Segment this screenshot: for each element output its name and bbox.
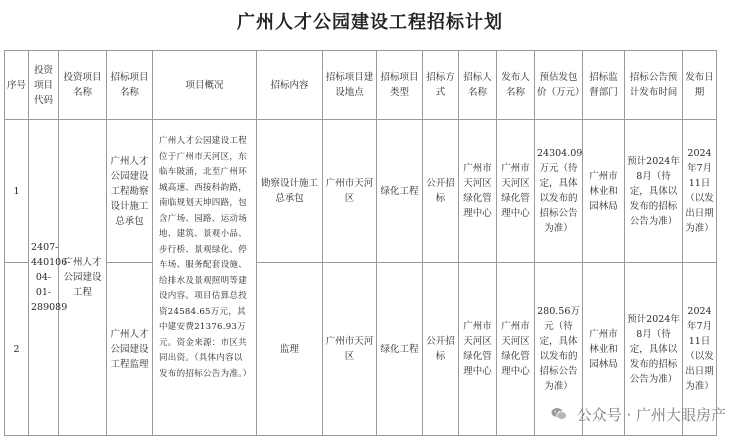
header-cell: 发布日期 xyxy=(683,51,717,120)
header-cell: 招标监督部门 xyxy=(583,51,625,120)
header-cell: 招标公告预计发布时间 xyxy=(625,51,683,120)
tenderer-name: 广州市天河区绿化管理中心 xyxy=(459,263,497,436)
header-cell: 招标方式 xyxy=(423,51,459,120)
bid-method: 公开招标 xyxy=(423,120,459,263)
bid-location: 广州市天河区 xyxy=(323,263,377,436)
wechat-icon xyxy=(550,405,568,423)
supervising-department: 广州市林业和园林局 xyxy=(583,263,625,436)
header-cell: 招标项目类型 xyxy=(377,51,423,120)
project-overview: 广州人才公园建设工程位于广州市天河区，东临车陂涌，北至广州环城高速、西接科韵路，南临规划天坤四路，包含广场、园路、运动场地、建筑、景观小品、步行桥、景观绿化、停车场、服务配套设施、给排水及景观照明等建设内容。项目估算总投资24584.65万元，其中建安费21376.93万元。资金来源：市区共同出资。（具体内容以发布的招标公告为准。） xyxy=(153,120,257,436)
publisher-name: 广州市天河区绿化管理中心 xyxy=(497,120,535,263)
bid-content: 监理 xyxy=(257,263,323,436)
header-cell: 招标项目建设地点 xyxy=(323,51,377,120)
tenderer-name: 广州市天河区绿化管理中心 xyxy=(459,120,497,263)
header-cell: 投资项目名称 xyxy=(59,51,107,120)
bid-project-name: 广州人才公园建设工程监理 xyxy=(107,263,153,436)
header-cell: 序号 xyxy=(5,51,29,120)
bid-method: 公开招标 xyxy=(423,263,459,436)
header-cell: 预估发包价（万元） xyxy=(535,51,583,120)
bid-content: 勘察设计施工总承包 xyxy=(257,120,323,263)
header-row xyxy=(5,51,717,120)
expected-announcement-time: 预计2024年8月（待定，具体以发布的招标公告为准） xyxy=(625,120,683,263)
watermark-text: 公众号 · 广州大眼房产 xyxy=(576,406,726,424)
header-cell: 招标项目名称 xyxy=(107,51,153,120)
estimated-price: 280.56万元（待定，具体以发布的招标公告为准） xyxy=(535,263,583,436)
publisher-name: 广州市天河区绿化管理中心 xyxy=(497,263,535,436)
watermark xyxy=(550,404,726,425)
header-cell: 招标人名称 xyxy=(459,51,497,120)
estimated-price: 24304.09万元（待定，具体以发布的招标公告为准） xyxy=(535,120,583,263)
row-number: 1 xyxy=(5,120,29,263)
header-cell: 发布人名称 xyxy=(497,51,535,120)
bid-location: 广州市天河区 xyxy=(323,120,377,263)
bid-type: 绿化工程 xyxy=(377,263,423,436)
row-number: 2 xyxy=(5,263,29,436)
bid-type: 绿化工程 xyxy=(377,120,423,263)
investment-code: 2407-440106-04-01-289089 xyxy=(29,120,59,436)
header-cell: 项目概况 xyxy=(153,51,257,120)
table-row xyxy=(5,120,717,263)
publish-date: 2024年7月11日（以发出日期为准） xyxy=(683,120,717,263)
supervising-department: 广州市林业和园林局 xyxy=(583,120,625,263)
tender-plan-table xyxy=(4,50,717,436)
header-cell: 投资项目代码 xyxy=(29,51,59,120)
document-title: 广州人才公园建设工程招标计划 xyxy=(237,12,503,33)
investment-project-name: 广州人才公园建设工程 xyxy=(59,120,107,436)
header-cell: 招标内容 xyxy=(257,51,323,120)
bid-project-name: 广州人才公园建设工程勘察设计施工总承包 xyxy=(107,120,153,263)
publish-date: 2024年7月11日（以发出日期为准） xyxy=(683,263,717,436)
expected-announcement-time: 预计2024年8月（待定，具体以发布的招标公告为准） xyxy=(625,263,683,436)
